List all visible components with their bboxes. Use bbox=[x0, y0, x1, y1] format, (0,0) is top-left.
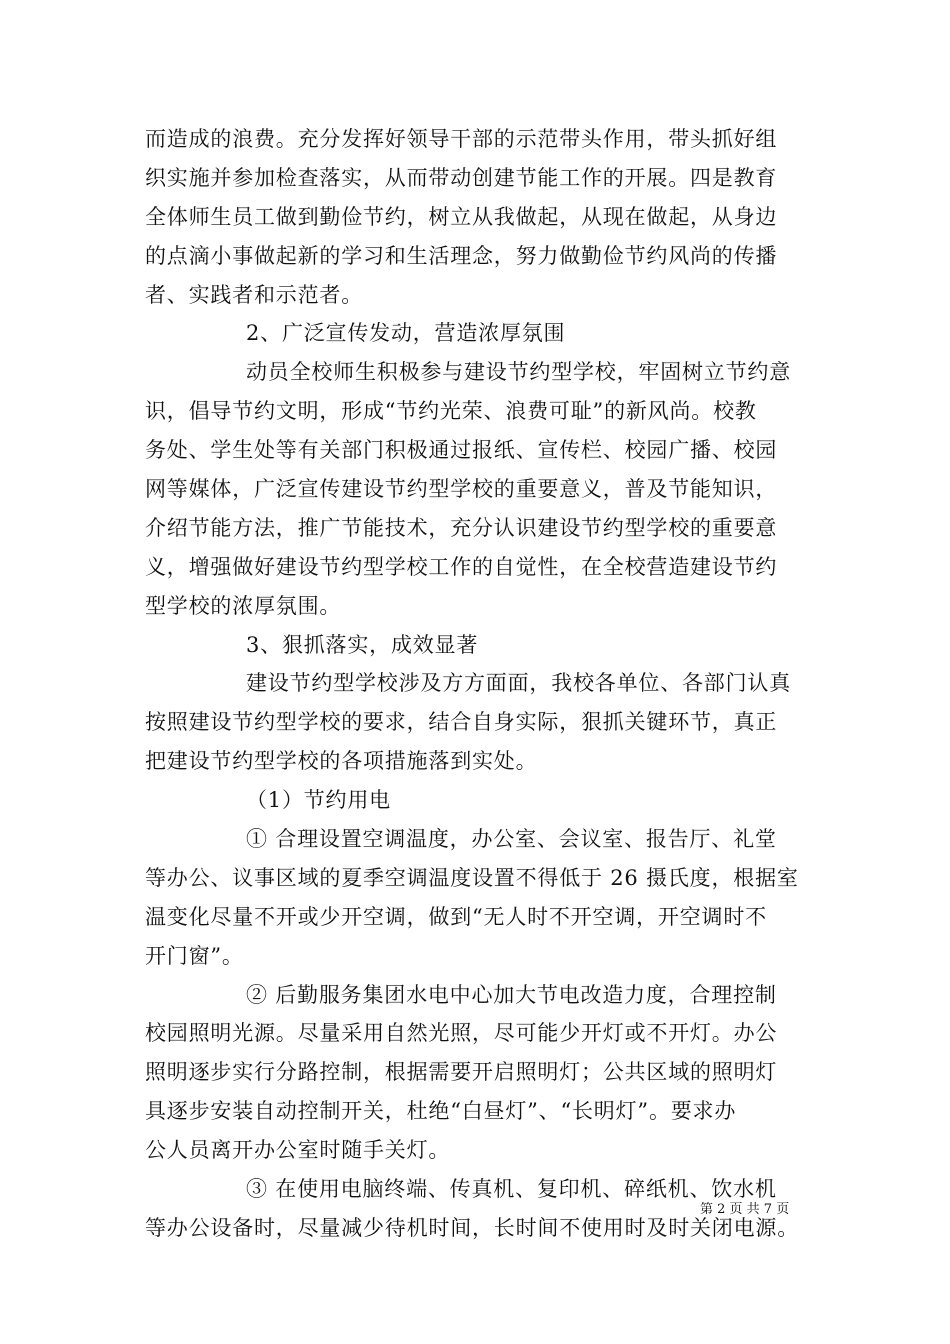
document-body bbox=[145, 120, 813, 1248]
page-number: 第 2 页 共 7 页 bbox=[700, 1202, 790, 1217]
text-line: 务处、学生处等有关部门积极通过报纸、宣传栏、校园广播、校园 bbox=[145, 438, 778, 463]
text-line: 动员全校师生积极参与建设节约型学校，牢固树立节约意 bbox=[246, 360, 791, 385]
text-line: 把建设节约型学校的各项措施落到实处。 bbox=[145, 749, 538, 774]
text-line: 识，倡导节约文明，形成“节约光荣、浪费可耻”的新风尚。校教 bbox=[145, 399, 757, 424]
text-line: ③ 在使用电脑终端、传真机、复印机、碎纸机、饮水机 bbox=[246, 1177, 777, 1202]
text-line: 按照建设节约型学校的要求，结合自身实际，狠抓关键环节，真正 bbox=[145, 710, 778, 735]
section-heading: 2、广泛宣传发动，营造浓厚氛围 bbox=[246, 321, 566, 346]
text-line: 织实施并参加检查落实，从而带动创建节能工作的开展。四是教育 bbox=[145, 165, 778, 190]
text-line: 建设节约型学校涉及方方面面，我校各单位、各部门认真 bbox=[246, 671, 791, 696]
text-line: 等办公、议事区域的夏季空调温度设置不得低于 26 摄氏度，根据室 bbox=[145, 865, 799, 890]
text-line: 具逐步安装自动控制开关，杜绝“白昼灯”、“长明灯”。要求办 bbox=[145, 1099, 737, 1124]
text-line: 温变化尽量不开或少开空调，做到“无人时不开空调，开空调时不 bbox=[145, 904, 767, 929]
text-line: 全体师生员工做到勤俭节约，树立从我做起，从现在做起，从身边 bbox=[145, 204, 778, 229]
text-line: 而造成的浪费。充分发挥好领导干部的示范带头作用，带头抓好组 bbox=[145, 127, 778, 151]
text-line: ① 合理设置空调温度，办公室、会议室、报告厅、礼堂 bbox=[246, 827, 777, 852]
section-heading: 3、狠抓落实，成效显著 bbox=[246, 632, 479, 657]
text-line: 开门窗”。 bbox=[145, 943, 244, 968]
text-line: 者、实践者和示范者。 bbox=[145, 282, 363, 307]
text-line: 等办公设备时，尽量减少待机时间，长时间不使用时及时关闭电源。 bbox=[145, 1215, 799, 1240]
text-line: 义，增强做好建设节约型学校工作的自觉性，在全校营造建设节约 bbox=[145, 554, 778, 579]
text-line: 介绍节能方法，推广节能技术，充分认识建设节约型学校的重要意 bbox=[145, 515, 778, 540]
text-line: 型学校的浓厚氛围。 bbox=[145, 593, 342, 618]
subsection-heading: （1）节约用电 bbox=[246, 788, 391, 813]
text-line: ② 后勤服务集团水电中心加大节电改造力度，合理控制 bbox=[246, 982, 777, 1007]
text-line: 校园照明光源。尽量采用自然光照，尽可能少开灯或不开灯。办公 bbox=[145, 1021, 778, 1046]
text-line: 公人员离开办公室时随手关灯。 bbox=[145, 1138, 451, 1163]
text-line: 照明逐步实行分路控制，根据需要开启照明灯；公共区域的照明灯 bbox=[145, 1060, 778, 1085]
text-line: 的点滴小事做起新的学习和生活理念，努力做勤俭节约风尚的传播 bbox=[145, 243, 778, 268]
text-line: 网等媒体，广泛宣传建设节约型学校的重要意义，普及节能知识， bbox=[145, 477, 778, 502]
